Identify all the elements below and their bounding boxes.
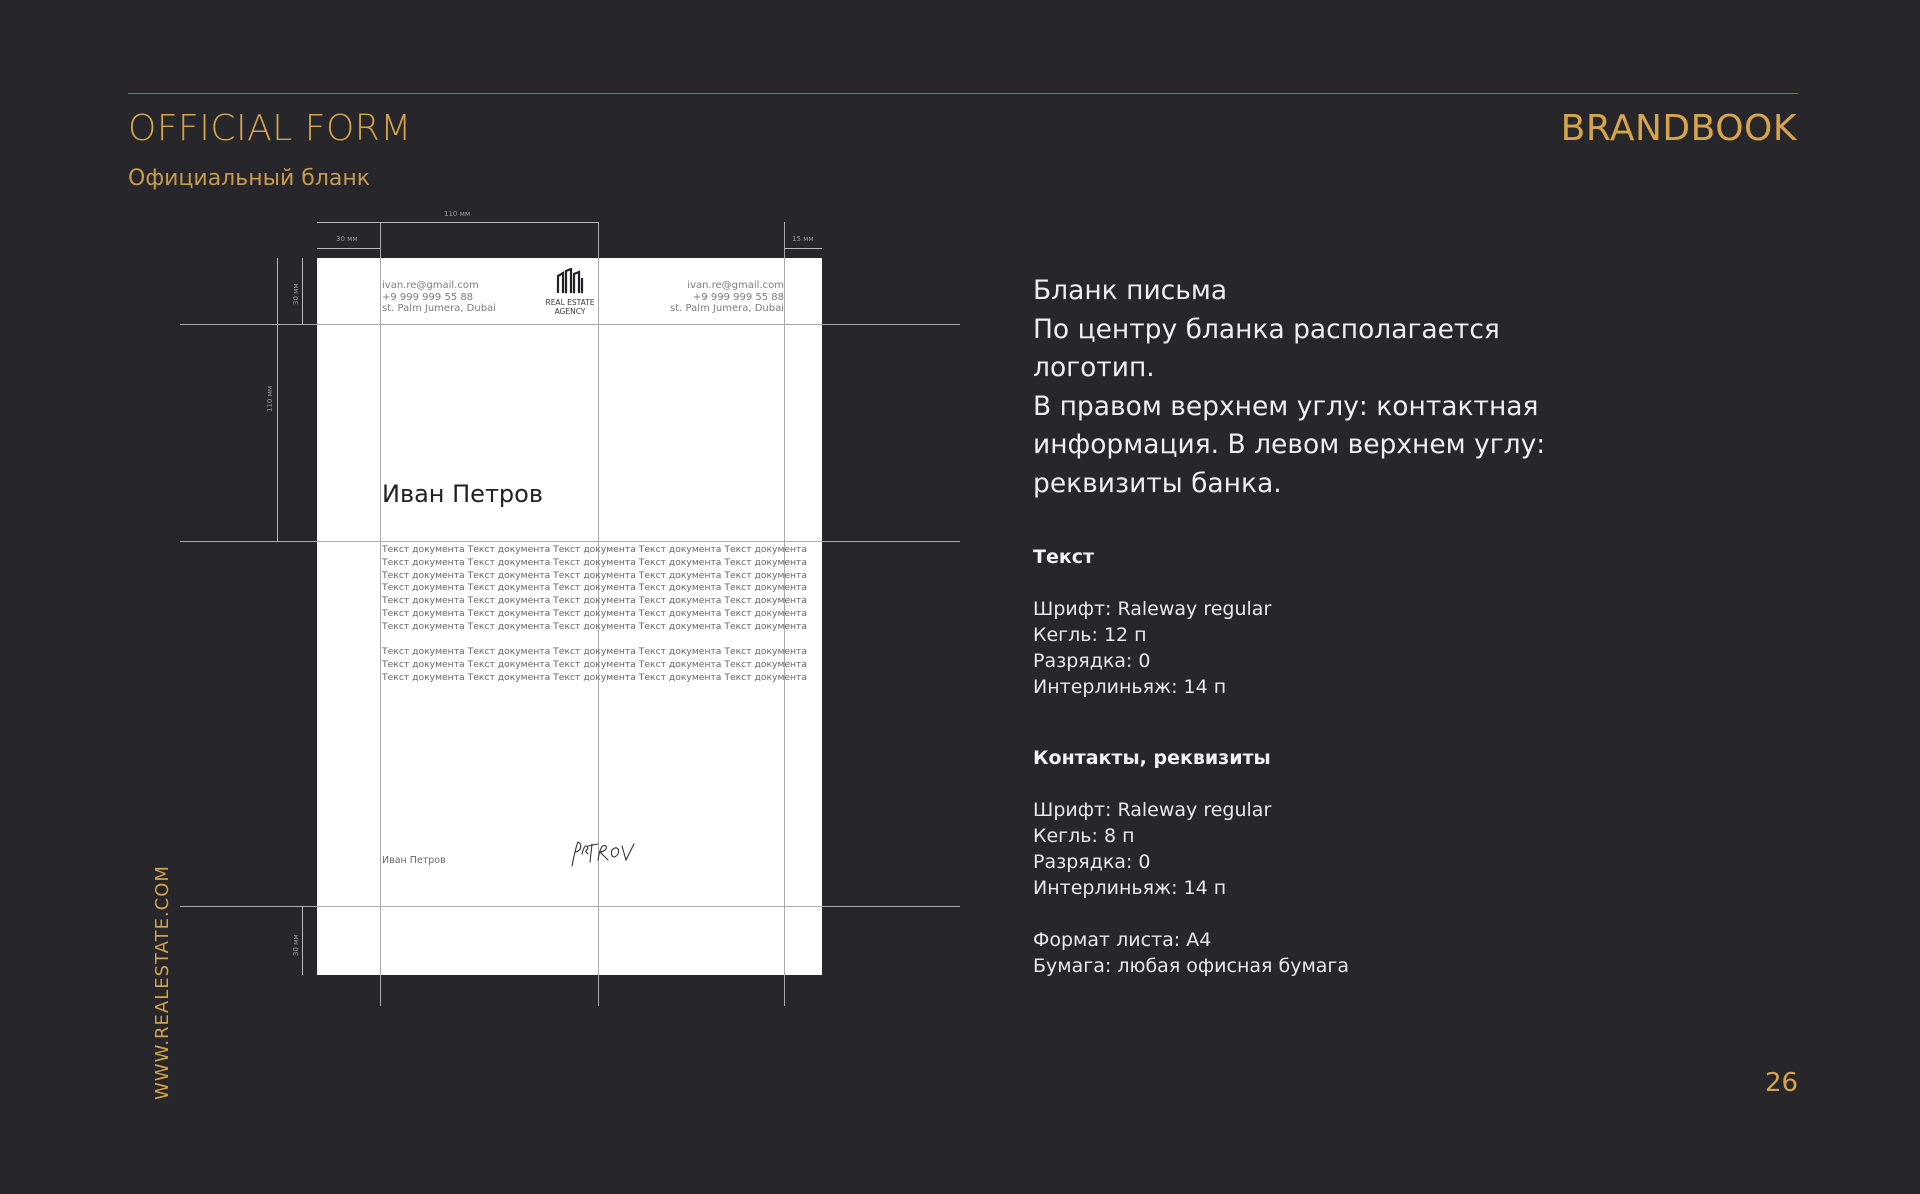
guide-body-start	[180, 541, 960, 542]
paper-type: Бумага: любая офисная бумага	[1033, 955, 1350, 977]
contacts-spec-section	[1033, 745, 1271, 901]
left-contact-phone: +9 999 999 55 88	[382, 291, 474, 303]
left-contact-email: ivan.re@gmail.com	[382, 280, 479, 291]
right-contact-address: st. Palm Jumera, Dubai	[670, 303, 784, 314]
logo-line-1: REAL ESTATE	[545, 298, 595, 307]
dim-15-right-label: 15 мм	[792, 235, 814, 243]
left-contact-block	[382, 280, 496, 315]
building-logo-icon	[555, 268, 585, 294]
website-url: WWW.REALESTATE.COM	[152, 865, 173, 1100]
text-spec-heading: Текст	[1033, 546, 1095, 568]
paper-format: Формат листа: А4	[1033, 929, 1212, 951]
body-paragraph-2	[382, 646, 808, 684]
description-line: информация. В левом верхнем углу:	[1033, 429, 1546, 460]
description-line: Бланк письма	[1033, 275, 1228, 306]
contacts-spec-size: Кегль: 8 п	[1033, 825, 1135, 847]
brand-title: BRANDBOOK	[1560, 108, 1797, 149]
right-contact-email: ivan.re@gmail.com	[687, 280, 784, 291]
description-line: В правом верхнем углу: контактная	[1033, 390, 1539, 422]
signature-mark	[568, 838, 638, 874]
contacts-spec-leading: Интерлиньяж: 14 п	[1033, 877, 1227, 899]
right-contact-block	[640, 280, 784, 315]
text-spec-tracking: Разрядка: 0	[1033, 650, 1151, 672]
text-spec-size: Кегль: 12 п	[1033, 624, 1147, 646]
body-line: Текст документа Текст документа Текст документа Текст документа Текст документа	[382, 607, 808, 619]
page-title: OFFICIAL FORM	[128, 108, 412, 149]
page-number: 26	[1765, 1068, 1799, 1098]
body-paragraph-1	[382, 544, 808, 634]
dim-30-left-label: 30 мм	[336, 235, 358, 243]
body-line: Текст документа Текст документа Текст документа Текст документа Текст документа	[382, 671, 808, 683]
dim-30-left	[317, 248, 380, 249]
description-line: реквизиты банка.	[1033, 467, 1282, 499]
dim-110-vertical	[277, 258, 278, 541]
dim-110-horizontal	[317, 222, 598, 223]
body-line: Текст документа Текст документа Текст документа Текст документа Текст документа	[382, 556, 808, 568]
dim-110-label: 110 мм	[444, 210, 471, 218]
logo-line-2: AGENCY	[554, 307, 586, 316]
body-line: Текст документа Текст документа Текст документа Текст документа Текст документа	[382, 646, 808, 658]
dim-30-top	[302, 258, 303, 324]
contacts-spec-font: Шрифт: Raleway regular	[1033, 799, 1272, 821]
dim-110-vertical-label: 110 мм	[266, 385, 274, 412]
dim-30-top-label: 30 мм	[292, 283, 300, 305]
signature-name: Иван Петров	[382, 855, 446, 866]
body-line: Текст документа Текст документа Текст документа Текст документа Текст документа	[382, 659, 808, 671]
contacts-spec-tracking: Разрядка: 0	[1033, 851, 1151, 873]
document-body	[382, 544, 808, 698]
dim-30-bottom	[302, 906, 303, 975]
right-contact-phone: +9 999 999 55 88	[692, 291, 784, 303]
body-line: Текст документа Текст документа Текст документа Текст документа Текст документа	[382, 595, 808, 607]
text-spec-section	[1033, 544, 1271, 700]
body-line: Текст документа Текст документа Текст документа Текст документа Текст документа	[382, 544, 808, 555]
page-subtitle: Официальный бланк	[128, 166, 371, 191]
agency-logo	[535, 268, 605, 316]
body-line: Текст документа Текст документа Текст документа Текст документа Текст документа	[382, 620, 808, 632]
paper-spec-section	[1033, 927, 1349, 979]
text-spec-leading: Интерлиньяж: 14 п	[1033, 676, 1227, 698]
text-spec-font: Шрифт: Raleway regular	[1033, 598, 1272, 620]
dim-15-right	[784, 248, 822, 249]
guide-top-margin	[180, 324, 960, 325]
guide-left-margin	[380, 222, 381, 1006]
header-rule	[128, 93, 1798, 94]
body-line: Текст документа Текст документа Текст документа Текст документа Текст документа	[382, 582, 808, 594]
description-line: По центру бланка располагается	[1033, 313, 1500, 345]
recipient-name: Иван Петров	[382, 480, 543, 508]
body-line: Текст документа Текст документа Текст документа Текст документа Текст документа	[382, 569, 808, 581]
guide-bottom-margin	[180, 906, 960, 907]
dim-30-bottom-label: 30 мм	[292, 934, 300, 956]
form-description	[1033, 272, 1593, 503]
signature-scribble	[568, 838, 638, 870]
left-contact-address: st. Palm Jumera, Dubai	[382, 303, 496, 314]
description-line: логотип.	[1033, 352, 1155, 383]
contacts-spec-heading: Контакты, реквизиты	[1033, 747, 1271, 769]
